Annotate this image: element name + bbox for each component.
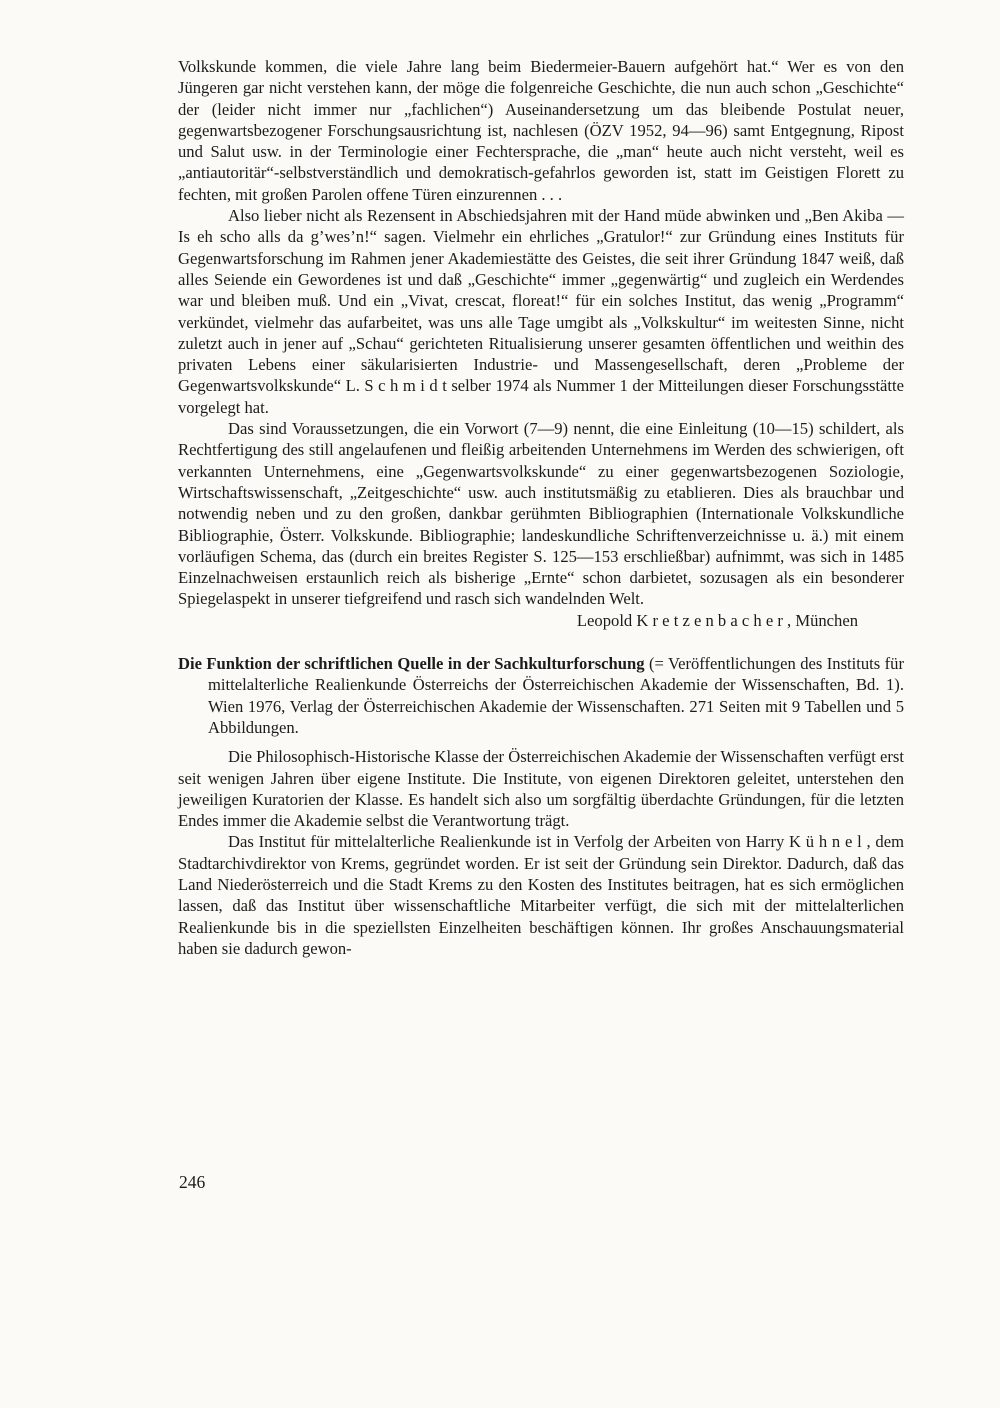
text-block xyxy=(178,56,904,959)
review2-paragraph: Das Institut für mittelalterliche Realienkunde ist in Verfolg der Arbeiten von Harry K ü h n e l , dem Stadtarchivdirektor von Krems, gegründet worden. Er ist seit der Gründung sein Direktor. Dadurch, daß das Land Niederösterreich und die Stadt Krems zu den Kosten des Institutes beitragen, hat es sich ermöglichen lassen, daß das Institut über wissenschaftliche Mitarbeiter verfügt, die sich mit der mittelalterlichen Realienkunde bis in die speziellsten Einzelheiten beschäftigen können. Ihr großes Anschauungsmaterial haben sie dadurch gewon- xyxy=(178,832,904,958)
reviewer-signature: Leopold K r e t z e n b a c h e r , München xyxy=(576,610,858,630)
review1-paragraph: Das sind Voraussetzungen, die ein Vorwort (7—9) nennt, die eine Einleitung (10—15) schildert, als Rechtfertigung des still angelaufenen und fleißig arbeitenden Unternehmens im Werden des schwierigen, oft verkannten Unternehmens, eine „Gegenwartsvolkskunde“ zu einer gegenwartsbezogenen Soziologie, Wirtschaftswissenschaft, „Zeitgeschichte“ usw. auch institutsmäßig zu etablieren. Dies als brauchbar und notwendig neben und zu den großen, dankbar gerühmten Bibliographien (Internationale Volkskundliche Bibliographie, Österr. Volkskunde. Bibliographie; landeskundliche Schriftenverzeichnisse u. ä.) mit einem vorläufigen Schema, das (durch ein breites Register S. 125—153 erschließbar) aufnimmt, was sich in 1485 Einzelnachweisen erstaunlich reich als bisherige „Ernte“ schon darbietet, sozusagen als ein besonderer Spiegelaspekt in unserer tiefgreifend und rasch sich wandelnden Welt. xyxy=(178,419,904,609)
page-number: 246 xyxy=(179,1172,206,1192)
review2-paragraph: Die Philosophisch-Historische Klasse der Österreichischen Akademie der Wissenschaften verfügt erst seit wenigen Jahren über eigene Institute. Die Institute, von eigenen Direktoren geleitet, unterstehen den jeweiligen Kuratorien der Klasse. Es handelt sich also um sorgfältig überdachte Gründungen, für die letzten Endes immer die Akademie selbst die Verantwortung trägt. xyxy=(178,747,904,831)
review-entry-title: Die Funktion der schriftlichen Quelle in der Sachkulturforschung xyxy=(178,654,645,674)
review1-paragraph-continuation: Volkskunde kommen, die viele Jahre lang beim Biedermeier-Bauern aufgehört hat.“ Wer es von den Jüngeren gar nicht verstehen kann, der möge die folgenreiche Geschichte, die nun auch schon „Geschichte“ der (leider nicht immer nur „fachlichen“) Auseinandersetzung um das bleibende Postulat neuer, gegenwartsbezogener Forschungsausrichtung ist, nachlesen (ÖZV 1952, 94—96) samt Entgegnung, Ripost und Salut usw. in der Terminologie einer Fechtersprache, die „man“ heute auch nicht versteht, weil es „antiautoritär“-selbstverständlich und demokratisch-gefahrlos geworden ist, statt im Geistigen Florett zu fechten, mit großen Parolen offene Türen einzurennen . . . xyxy=(178,57,904,204)
review-entry-heading xyxy=(178,653,904,738)
review-entry-bibliographic-info: (= Veröffentlichungen des Instituts für mittelalterliche Realienkunde Österreichs der Österreichischen Akademie der Wissenschaften, Bd. 1). Wien 1976, Verlag der Österreichischen Akademie der Wissenschaften. 271 Seiten mit 9 Tabellen und 5 Abbildungen. xyxy=(208,654,905,737)
review1-paragraph: Also lieber nicht als Rezensent in Abschiedsjahren mit der Hand müde abwinken und „Ben Akiba — Is eh scho alls da g’wes’n!“ sagen. Vielmehr ein ehrliches „Gratulor!“ zur Gründung eines Instituts für Gegenwartsforschung im Rahmen jener Akademiestätte des Geistes, die seit ihrer Gründung 1847 weiß, daß alles Seiende ein Gewordenes ist und daß „Geschichte“ immer „gegenwärtig“ und zugleich ein Werdendes war und bleiben muß. Und ein „Vivat, crescat, floreat!“ für ein solches Institut, das wenig „Programm“ verkündet, vielmehr das aufarbeitet, was uns alle Tage umgibt als „Volkskultur“ im weitesten Sinne, nicht zuletzt auch in jener auf „Schau“ gerichteten Ritualisierung unserer gesamten öffentlichen und weithin des privaten Lebens einer säkularisierten Industrie- und Massengesellschaft, deren „Probleme der Gegenwartsvolkskunde“ L. S c h m i d t selber 1974 als Nummer 1 der Mitteilungen dieser Forschungsstätte vorgelegt hat. xyxy=(178,206,904,417)
